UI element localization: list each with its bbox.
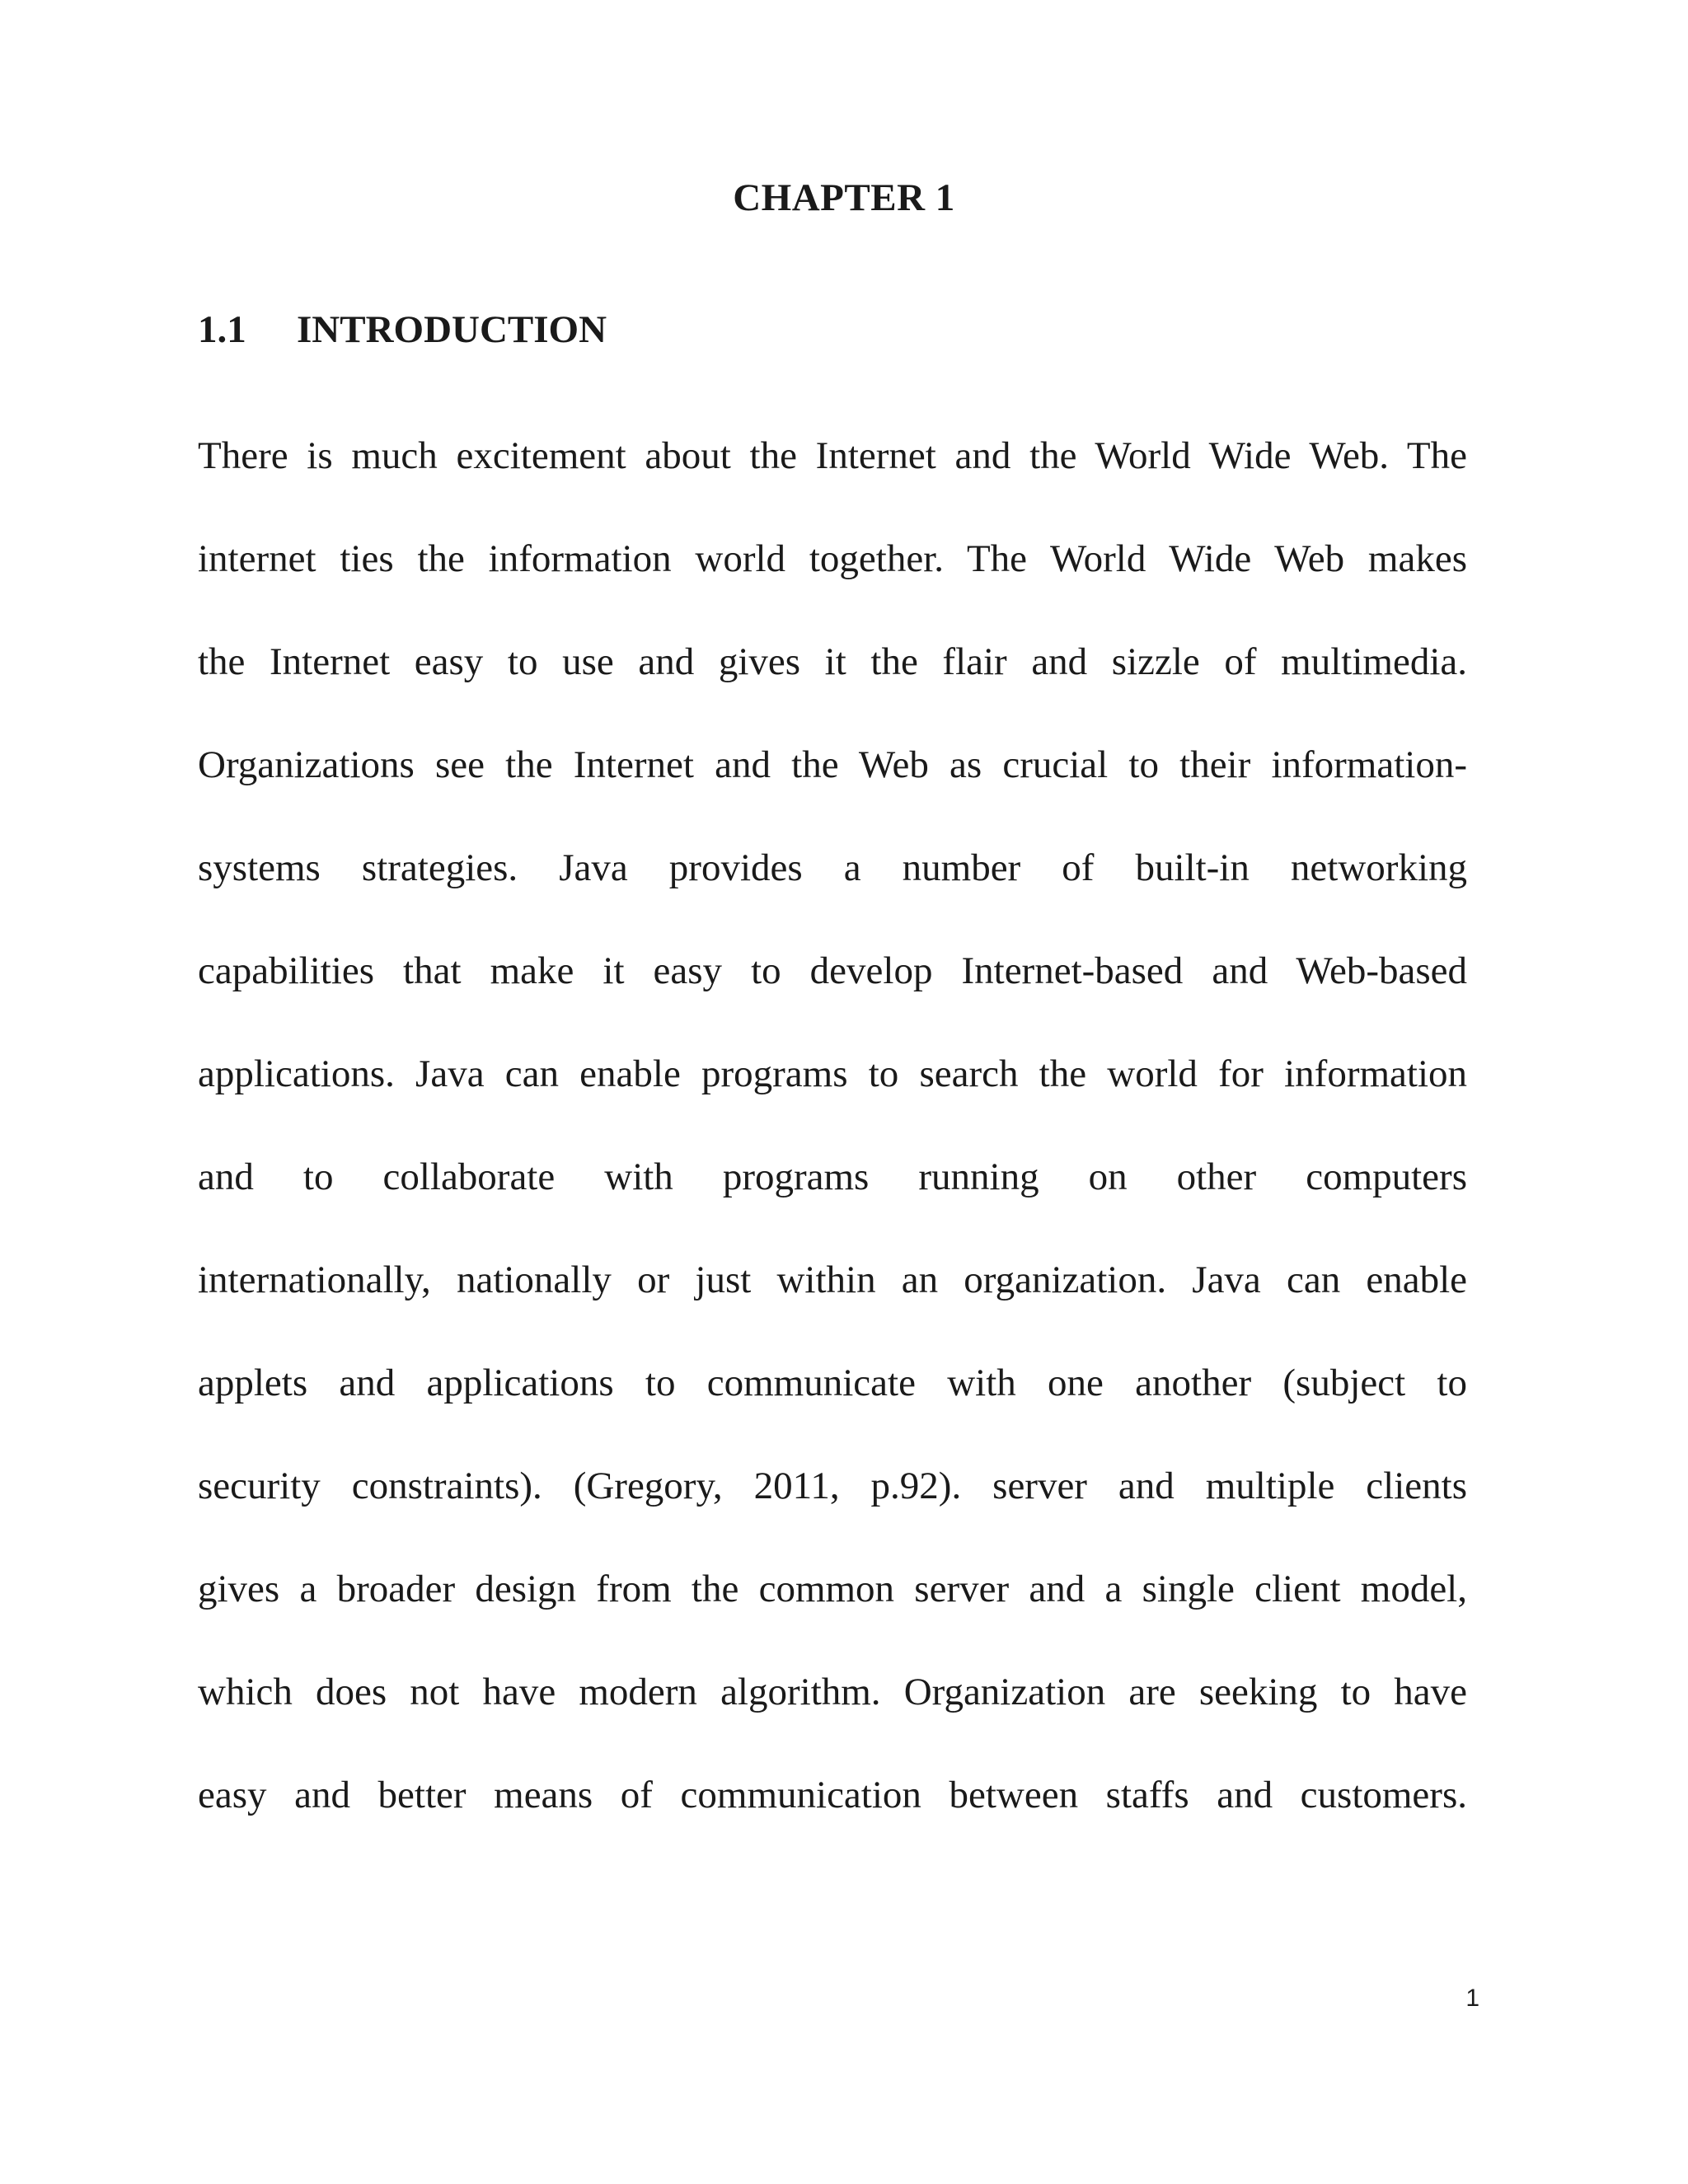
paragraph-line: gives a broader design from the common server and a single client model,	[198, 1568, 1467, 1610]
paragraph-line: internet ties the information world together. The World Wide Web makes	[198, 537, 1467, 580]
chapter-title: CHAPTER 1	[733, 176, 955, 219]
section-number: 1.1	[198, 308, 246, 351]
paragraph-line: the Internet easy to use and gives it the flair and sizzle of multimedia.	[198, 640, 1467, 683]
paragraph-line: systems strategies. Java provides a number of built-in networking	[198, 846, 1467, 889]
paragraph-line: easy and better means of communication between staffs and customers.	[198, 1774, 1467, 1816]
body-paragraph	[198, 429, 1467, 1871]
section-title: INTRODUCTION	[297, 308, 607, 351]
paragraph-line: applets and applications to communicate with one another (subject to	[198, 1361, 1467, 1404]
paragraph-line: capabilities that make it easy to develop Internet-based and Web-based	[198, 949, 1467, 992]
paragraph-line: There is much excitement about the Internet and the World Wide Web. The	[198, 434, 1467, 477]
paragraph-line: Organizations see the Internet and the Web as crucial to their information-	[198, 743, 1467, 786]
paragraph-line: security constraints). (Gregory, 2011, p.92). server and multiple clients	[198, 1465, 1467, 1507]
paragraph-line: applications. Java can enable programs to search the world for information	[198, 1052, 1467, 1095]
paragraph-line: internationally, nationally or just within an organization. Java can enable	[198, 1258, 1467, 1301]
paragraph-line: and to collaborate with programs running on other computers	[198, 1155, 1467, 1198]
paragraph-line: which does not have modern algorithm. Organization are seeking to have	[198, 1671, 1467, 1713]
section-heading	[198, 305, 607, 354]
page-number: 1	[1465, 1985, 1479, 2012]
